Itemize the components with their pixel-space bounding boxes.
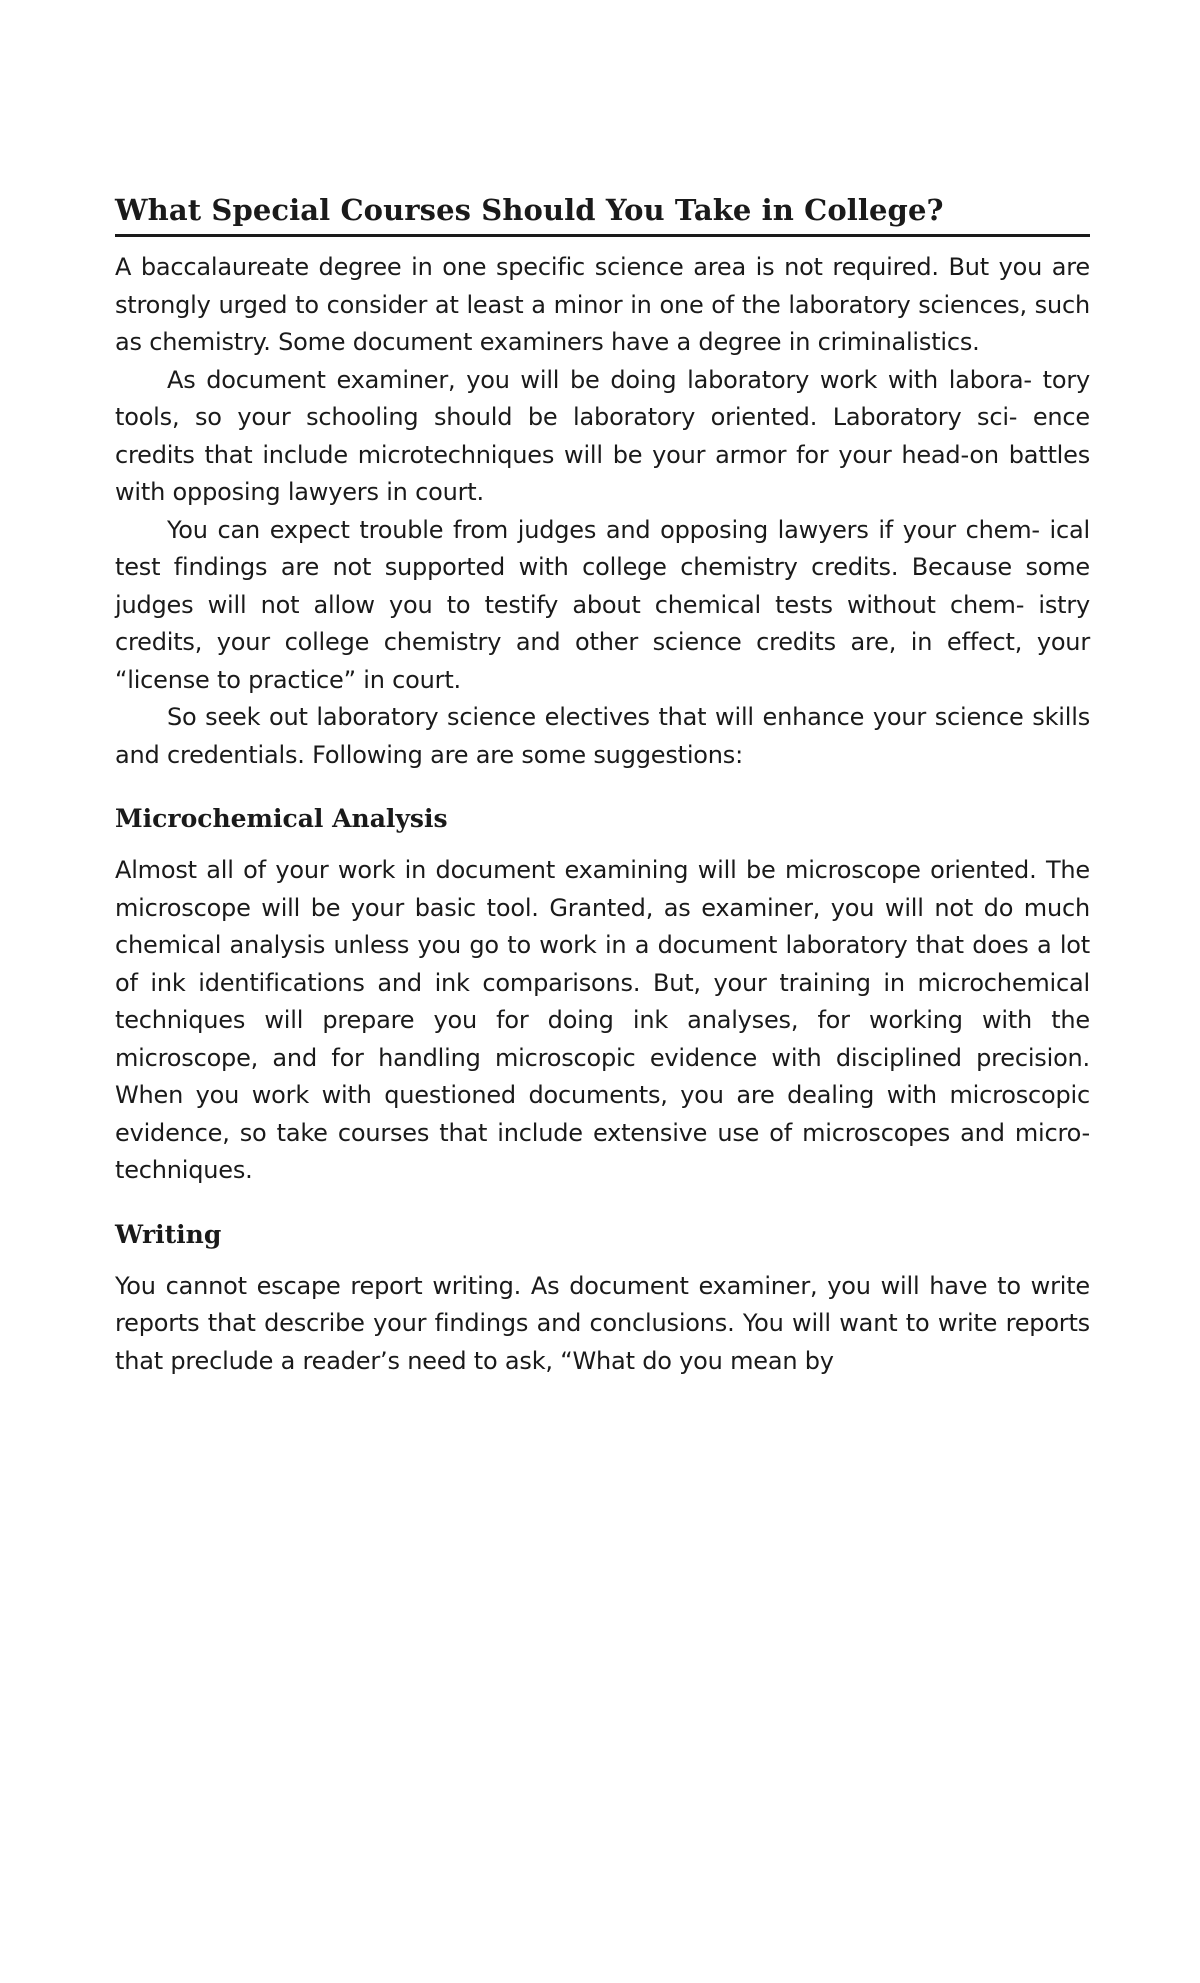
section-paragraph-microchemical-analysis: Almost all of your work in document examining will be microscope oriented. The microscope will be your basic tool. Granted, as examiner, you will not do much chemical analysis unless you go to work in a document laboratory that does a lot of ink identifications and ink comparisons. But, your training in microchemical techniques will prepare you for doing ink analyses, for working with the microscope, and for handling microscopic evidence with disciplined precision. When you work with questioned documents, you are dealing with microscopic evidence, so take courses that include extensive use of microscopes and micro-techniques. [115,856,1090,1184]
section-paragraph-writing: You cannot escape report writing. As document examiner, you will have to write reports that describe your findings and conclusions. You will want to write reports that preclude a reader’s need to ask, “What do you mean by [115,1271,1090,1375]
intro-paragraph-4: So seek out laboratory science electives that will enhance your science skills and credentials. Following are are some suggestions: [115,703,1090,769]
page-title: What Special Courses Should You Take in College? [115,190,1090,237]
intro-paragraph-1: A baccalaureate degree in one specific science area is not required. But you are strongly urged to consider at least a minor in one of the laboratory sciences, such as chemistry. Some document examiners have a degree in criminalistics. [115,253,1090,356]
section-heading-microchemical-analysis: Microchemical Analysis [115,804,448,833]
section-heading-writing: Writing [115,1219,222,1249]
intro-paragraph-2: As document examiner, you will be doing laboratory work with labora- tory tools, so your schooling should be laboratory oriented. Laboratory sci- ence credits that include microtechniques will be your armor for your head-on battles with opposing lawyers in court. [115,365,1090,506]
intro-paragraph-3: You can expect trouble from judges and opposing lawyers if your chem- ical test findings are not supported with college chemistry credits. Because some judges will not allow you to testify about chemical tests without chem- istry credits, your college chemistry and other science credits are, in effect, your “license to practice” in court. [115,515,1090,694]
page-content [115,190,1090,1380]
